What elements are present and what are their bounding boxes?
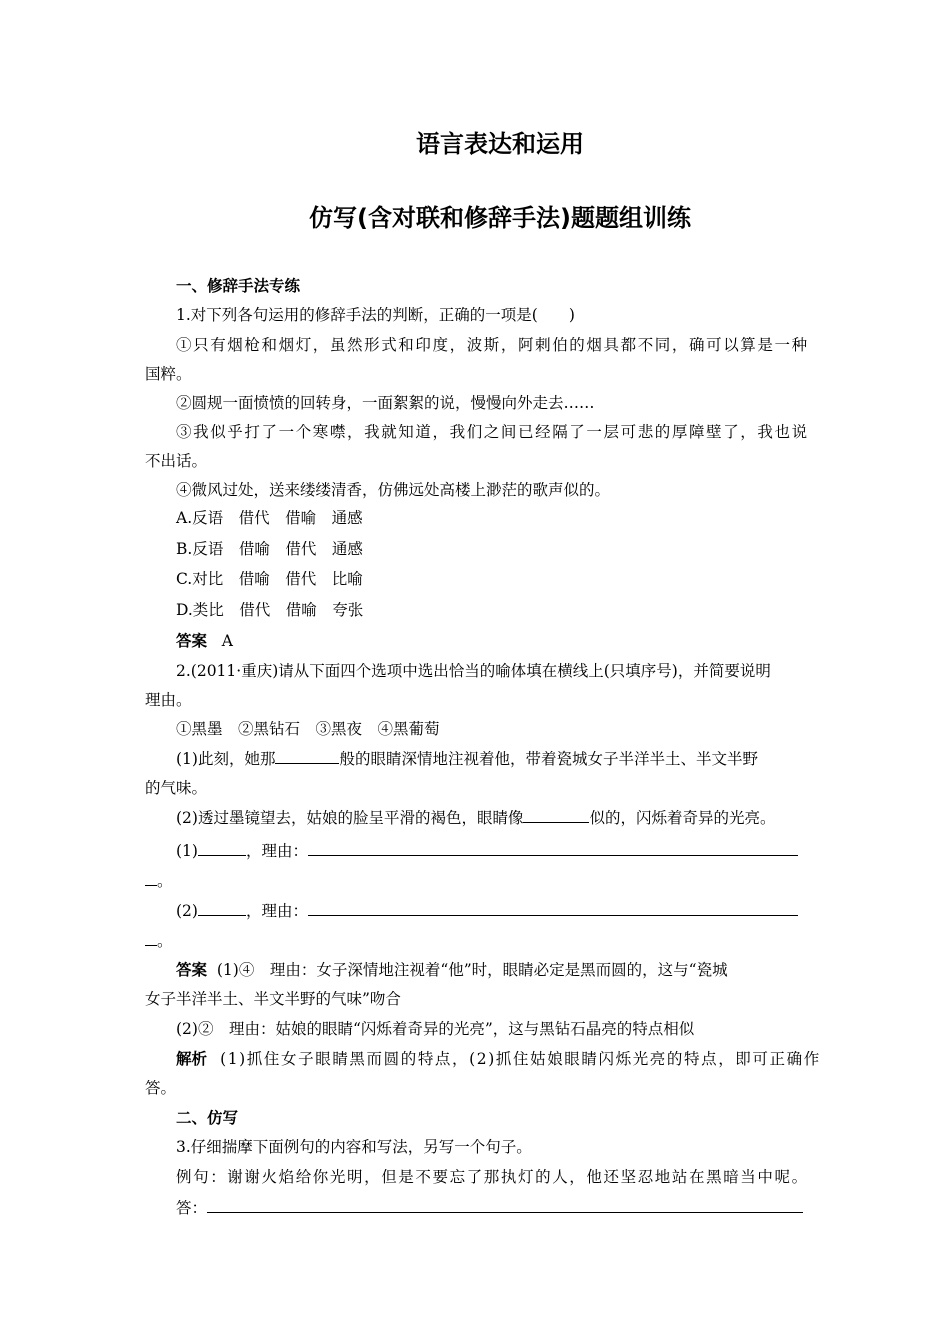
answer-value: A bbox=[221, 632, 233, 650]
q2-stem-cont: 理由。 bbox=[145, 691, 192, 709]
fill1-pre: (1) bbox=[176, 842, 198, 860]
q1-sentence-3: ③我似乎打了一个寒噤，我就知道，我们之间已经隔了一层可悲的厚障壁了，我也说 bbox=[176, 423, 809, 441]
answer-label: 答案 bbox=[176, 632, 208, 650]
q2-s1-post: 般的眼睛深情地注视着他，带着瓷城女子半洋半土、半文半野 bbox=[339, 750, 758, 768]
q2-sentence-2 bbox=[176, 807, 810, 828]
q1-sentence-1: ①只有烟枪和烟灯，虽然形式和印度，波斯，阿剌伯的烟具都不同，确可以算是一种 bbox=[176, 336, 809, 354]
document-title: 语言表达和运用 bbox=[416, 130, 584, 158]
end-mark: 。 bbox=[157, 932, 173, 950]
q2-answer-1 bbox=[176, 960, 810, 980]
q2-choices: ①黑墨 ②黑钻石 ③黑夜 ④黑葡萄 bbox=[176, 720, 440, 738]
q2-fill-2-end bbox=[145, 930, 810, 951]
q1-sentence-3-cont: 不出话。 bbox=[145, 452, 208, 470]
blank-line bbox=[145, 870, 157, 886]
q2-s2-pre: (2)透过墨镜望去，姑娘的脸呈平滑的褐色，眼睛像 bbox=[176, 809, 524, 827]
q2-fill-1 bbox=[176, 840, 810, 861]
q2-sentence-1-cont: 的气味。 bbox=[145, 779, 208, 797]
q2-s2-post: 似的，闪烁着奇异的光亮。 bbox=[589, 809, 776, 827]
fill1-mid: ，理由： bbox=[245, 842, 308, 860]
blank-line bbox=[308, 840, 798, 856]
fill2-pre: (2) bbox=[176, 902, 198, 920]
answer-prefix: 答： bbox=[176, 1199, 208, 1217]
q2-fill-2 bbox=[176, 900, 810, 921]
blank-line bbox=[198, 840, 246, 856]
blank-line bbox=[198, 900, 246, 916]
blank-line bbox=[145, 930, 157, 946]
blank-line bbox=[275, 748, 339, 764]
blank-line bbox=[523, 807, 589, 823]
q2-answer-2: (2)② 理由：姑娘的眼睛“闪烁着奇异的光亮”，这与黑钻石晶亮的特点相似 bbox=[176, 1020, 695, 1038]
q1-stem: 1.对下列各句运用的修辞手法的判断，正确的一项是( ) bbox=[176, 306, 575, 324]
q2-analysis-cont: 答。 bbox=[145, 1079, 177, 1097]
answer-label: 答案 bbox=[176, 961, 208, 979]
blank-line bbox=[207, 1197, 803, 1213]
q2-fill-1-end bbox=[145, 870, 810, 891]
q1-sentence-2: ②圆规一面愤愤的回转身，一面絮絮的说，慢慢向外走去…… bbox=[176, 394, 595, 412]
q2-s1-pre: (1)此刻，她那 bbox=[176, 750, 276, 768]
q1-option-b: B.反语 借喻 借代 通感 bbox=[176, 540, 363, 558]
document-subtitle: 仿写(含对联和修辞手法)题题组训练 bbox=[309, 204, 691, 232]
q1-sentence-4: ④微风过处，送来缕缕清香，仿佛远处高楼上渺茫的歌声似的。 bbox=[176, 481, 611, 499]
q3-answer-line bbox=[176, 1197, 810, 1218]
q1-option-a: A.反语 借代 借喻 通感 bbox=[176, 509, 363, 527]
q1-sentence-1-cont: 国粹。 bbox=[145, 365, 192, 383]
q2-answer-1-cont: 女子半洋半土、半文半野的气味”吻合 bbox=[145, 990, 401, 1008]
q2-analysis bbox=[176, 1049, 821, 1069]
blank-line bbox=[308, 900, 798, 916]
q2-sentence-1 bbox=[176, 748, 810, 769]
q1-option-d: D.类比 借代 借喻 夸张 bbox=[176, 601, 364, 619]
section-heading-imitation: 二、仿写 bbox=[176, 1109, 239, 1127]
fill2-mid: ，理由： bbox=[245, 902, 308, 920]
end-mark: 。 bbox=[157, 872, 173, 890]
q3-example: 例句：谢谢火焰给你光明，但是不要忘了那执灯的人，他还坚忍地站在黑暗当中呢。 bbox=[176, 1168, 809, 1186]
q1-option-c: C.对比 借喻 借代 比喻 bbox=[176, 570, 363, 588]
section-heading-rhetoric: 一、修辞手法专练 bbox=[176, 277, 301, 295]
analysis-label: 解析 bbox=[176, 1050, 208, 1068]
analysis-text: (1)抓住女子眼睛黑而圆的特点，(2)抓住姑娘眼睛闪烁光亮的特点，即可正确作 bbox=[220, 1050, 821, 1068]
q3-stem: 3.仔细揣摩下面例句的内容和写法，另写一个句子。 bbox=[176, 1138, 532, 1156]
q2-stem: 2.(2011·重庆)请从下面四个选项中选出恰当的喻体填在横线上(只填序号)，并简要说明 bbox=[176, 662, 771, 680]
answer-1-text: (1)④ 理由：女子深情地注视着“他”时，眼睛必定是黑而圆的，这与“瓷城 bbox=[216, 961, 728, 979]
q1-answer bbox=[176, 631, 810, 651]
